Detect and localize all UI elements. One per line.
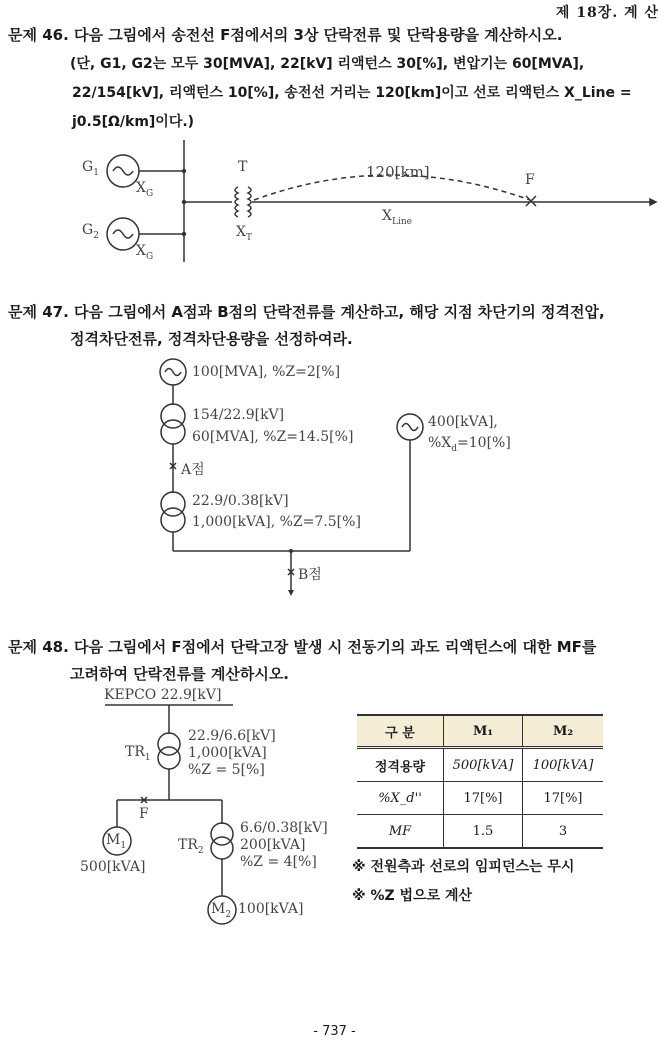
cell: 100[kVA]: [523, 748, 604, 782]
tr2-capacity-label: 200[kVA]: [240, 837, 306, 853]
cell: 1.5: [444, 815, 523, 849]
header-category: 구 분: [357, 715, 444, 748]
tr1-impedance-label: %Z = 5[%]: [188, 762, 265, 778]
q48-text: 다음 그림에서 F점에서 단락고장 발생 시 전동기의 과도 리액턴스에 대한 MF를: [74, 638, 597, 656]
m1-capacity-label: 500[kVA]: [80, 859, 146, 875]
g2-label: $G_2$: [82, 222, 99, 241]
cell: 500[kVA]: [444, 748, 523, 782]
tr2-label: $TR_2$: [178, 837, 204, 856]
chapter-header: 제 18장. 계 산: [555, 5, 659, 21]
cell: 17[%]: [523, 782, 604, 815]
kepco-bus-label: KEPCO 22.9[kV]: [104, 687, 222, 703]
tr2-rating-label: 1,000[kVA], %Z=7.5[%]: [192, 514, 361, 530]
q46-condition-1: (단, G1, G2는 모두 30[MVA], 22[kV] 리액턴스 30[%], 변압기는 60[MVA],: [70, 56, 585, 72]
page-number: - 737 -: [313, 1024, 356, 1039]
motor-m2: $M_2$: [211, 901, 232, 920]
tr2-impedance-label: %Z = 4[%]: [240, 854, 317, 870]
point-b-label: B점: [298, 567, 322, 583]
generator-rating-label: 400[kVA],: [428, 414, 498, 430]
q48-number: 문제 48.: [8, 638, 69, 656]
q48-title: [8, 636, 596, 657]
row-label: 정격용량: [357, 748, 444, 782]
line-distance-label: 120[km]: [366, 163, 430, 181]
q46-title: [8, 24, 562, 45]
table-row: [357, 748, 603, 782]
q46-condition-2: 22/154[kV], 리액턴스 10[%], 송전선 거리는 120[km]이고 선로 리액턴스 X_Line =: [72, 85, 632, 101]
motor-m1: $M_1$: [106, 832, 127, 851]
g1-label: $G_1$: [82, 159, 99, 178]
fault-point-label: F: [525, 172, 535, 188]
m2-capacity-label: 100[kVA]: [238, 901, 304, 917]
tr1-voltage-label: 22.9/6.6[kV]: [188, 728, 276, 744]
table-row: [357, 782, 603, 815]
motor-parameters-table: [357, 714, 603, 849]
table-row: [357, 815, 603, 849]
note-percent-z-method: ※ %Z 법으로 계산: [352, 888, 473, 904]
q46-text: 다음 그림에서 송전선 F점에서의 3상 단락전류 및 단락용량을 계산하시오.: [74, 26, 563, 44]
q46-number: 문제 46.: [8, 26, 69, 44]
q48-title-2: 고려하여 단락전류를 계산하시오.: [70, 665, 290, 683]
row-label: %X_d'': [357, 782, 444, 815]
note-impedance-ignored: ※ 전원측과 선로의 임피던스는 무시: [352, 859, 575, 875]
header-m1: M₁: [444, 715, 523, 748]
q47-text: 다음 그림에서 A점과 B점의 단락전류를 계산하고, 해당 지점 차단기의 정격전압,: [74, 303, 605, 321]
tr2-voltage-label: 6.6/0.38[kV]: [240, 820, 328, 836]
transformer-label: T: [238, 159, 248, 175]
q47-number: 문제 47.: [8, 303, 69, 321]
q46-condition-3: j0.5[Ω/km]이다.): [72, 114, 195, 130]
q47-title-2: 정격차단전류, 정격차단용량을 선정하여라.: [70, 330, 353, 348]
xg1-label: $X_G$: [136, 180, 154, 199]
table-header-row: [357, 715, 603, 748]
header-m2: M₂: [523, 715, 604, 748]
q47-title: [8, 301, 605, 322]
tr1-voltage-label: 154/22.9[kV]: [192, 407, 285, 423]
tr2-voltage-label: 22.9/0.38[kV]: [192, 493, 289, 509]
row-label: MF: [357, 815, 444, 849]
xt-label: $X_T$: [236, 224, 252, 243]
generator-reactance-label: $\%X_d=10[\%]$: [428, 435, 511, 454]
source-rating-label: 100[MVA], %Z=2[%]: [192, 364, 341, 380]
cell: 3: [523, 815, 604, 849]
cell: 17[%]: [444, 782, 523, 815]
tr1-label: $TR_1$: [125, 744, 151, 763]
fault-point-label: F: [139, 806, 149, 822]
xg2-label: $X_G$: [136, 243, 154, 262]
xline-label: $X_{Line}$: [382, 208, 412, 227]
point-a-label: A점: [181, 462, 205, 478]
tr1-capacity-label: 1,000[kVA]: [188, 745, 267, 761]
tr1-rating-label: 60[MVA], %Z=14.5[%]: [192, 429, 354, 445]
